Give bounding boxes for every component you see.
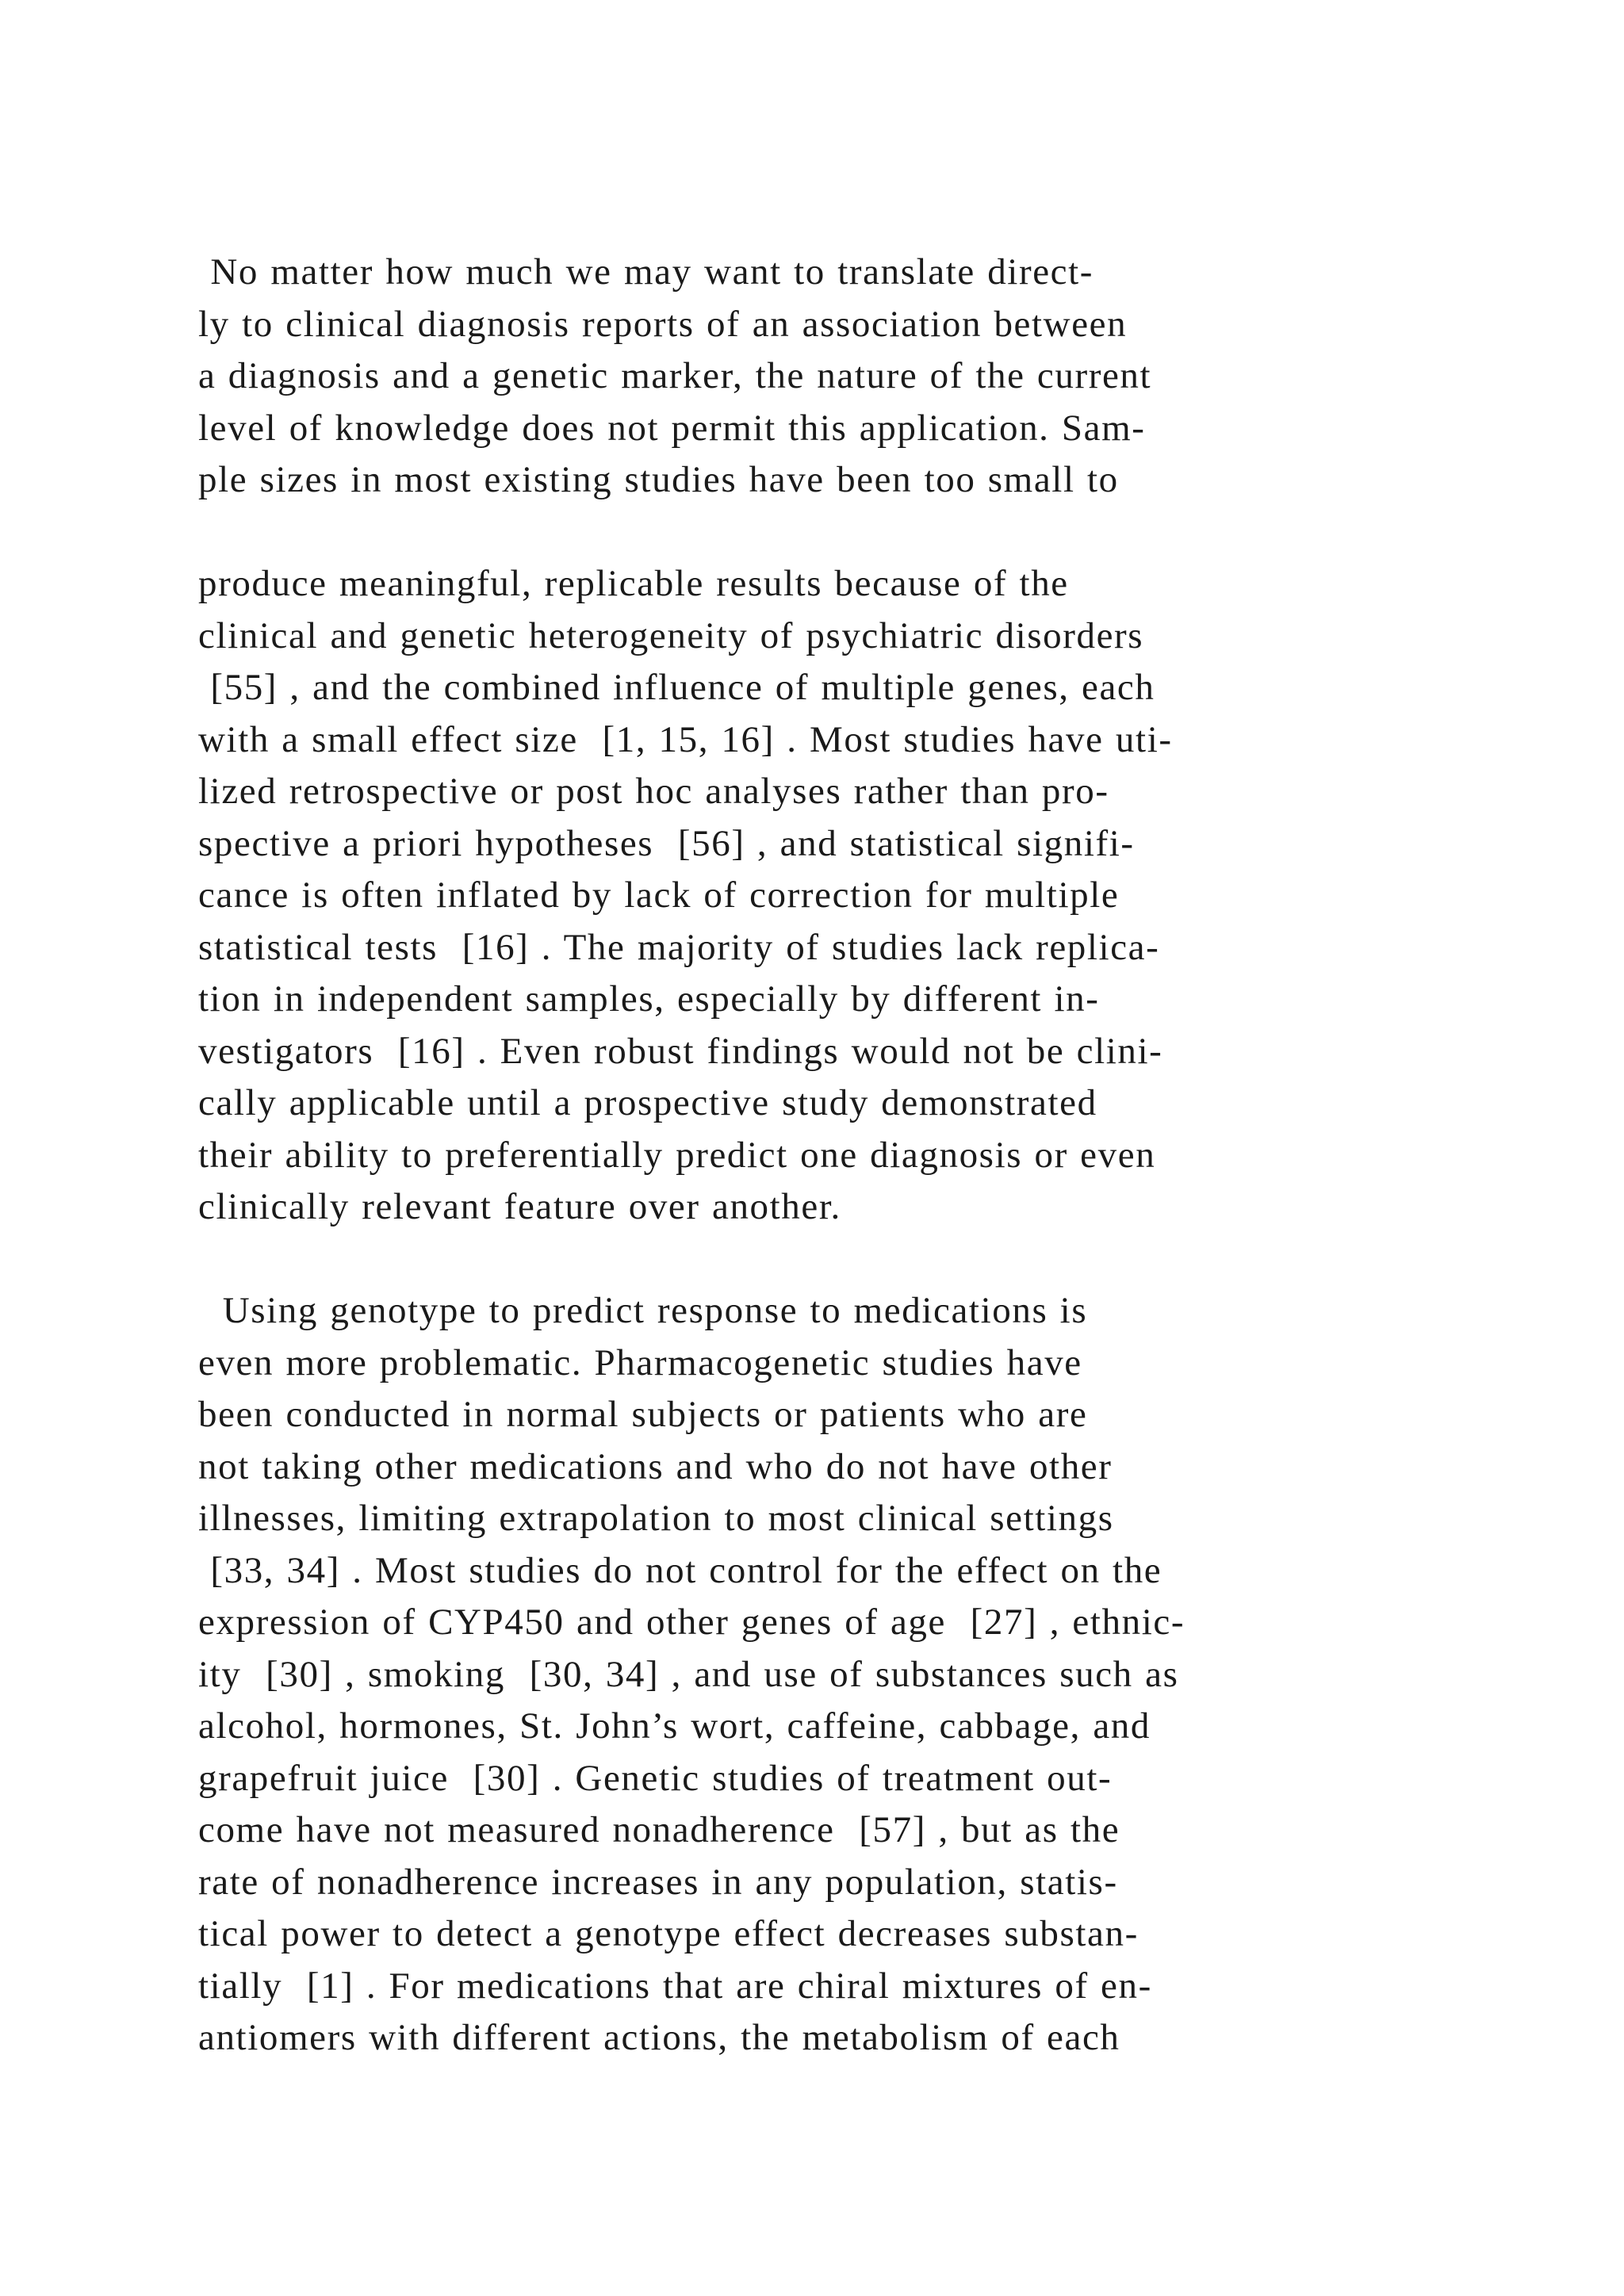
text-line: tical power to detect a genotype effect decreases substan- xyxy=(198,1913,1139,1954)
text-line: their ability to preferentially predict one diagnosis or even xyxy=(198,1134,1156,1176)
text-line: alcohol, hormones, St. John’s wort, caffeine, cabbage, and xyxy=(198,1705,1151,1747)
text-line: tion in independent samples, especially by different in- xyxy=(198,978,1100,1020)
text-line: rate of nonadherence increases in any population, statis- xyxy=(198,1861,1118,1903)
body-text xyxy=(198,247,1562,2064)
text-line: ly to clinical diagnosis reports of an association between xyxy=(198,303,1128,345)
text-line: ity [30] , smoking [30, 34] , and use of substances such as xyxy=(198,1653,1179,1695)
text-line: not taking other medications and who do not have other xyxy=(198,1445,1113,1487)
text-line: produce meaningful, replicable results because of the xyxy=(198,563,1069,604)
text-line: spective a priori hypotheses [56] , and statistical signifi- xyxy=(198,822,1135,864)
paragraph-2 xyxy=(198,558,1562,1234)
text-line: come have not measured nonadherence [57] , but as the xyxy=(198,1809,1120,1850)
text-line: expression of CYP450 and other genes of age [27] , ethnic- xyxy=(198,1601,1185,1643)
text-line: with a small effect size [1, 15, 16] . Most studies have uti- xyxy=(198,718,1173,760)
text-line: lized retrospective or post hoc analyses rather than pro- xyxy=(198,771,1109,812)
text-line: cance is often inflated by lack of correction for multiple xyxy=(198,874,1120,916)
text-line: vestigators [16] . Even robust findings would not be clini- xyxy=(198,1030,1163,1072)
text-line: clinically relevant feature over another. xyxy=(198,1186,841,1227)
text-line: antiomers with different actions, the metabolism of each xyxy=(198,2017,1120,2058)
text-line: Using genotype to predict response to medications is xyxy=(198,1290,1088,1331)
paragraph-gap xyxy=(198,1234,1562,1286)
paragraph-gap xyxy=(198,507,1562,559)
text-line: cally applicable until a prospective study demonstrated xyxy=(198,1082,1097,1123)
text-line: illnesses, limiting extrapolation to most clinical settings xyxy=(198,1498,1114,1539)
text-line: [33, 34] . Most studies do not control for the effect on the xyxy=(198,1549,1162,1591)
text-line: level of knowledge does not permit this application. Sam- xyxy=(198,407,1146,449)
text-line: grapefruit juice [30] . Genetic studies of treatment out- xyxy=(198,1757,1113,1799)
text-line: No matter how much we may want to translate direct- xyxy=(198,251,1094,293)
paragraph-3 xyxy=(198,1285,1562,2064)
text-line: tially [1] . For medications that are chiral mixtures of en- xyxy=(198,1965,1152,2007)
text-line: clinical and genetic heterogeneity of psychiatric disorders xyxy=(198,614,1144,656)
text-line: been conducted in normal subjects or patients who are xyxy=(198,1394,1088,1435)
text-line: ple sizes in most existing studies have been too small to xyxy=(198,459,1119,500)
text-line: statistical tests [16] . The majority of studies lack replica- xyxy=(198,926,1160,968)
paragraph-1 xyxy=(198,247,1562,507)
text-line: a diagnosis and a genetic marker, the nature of the current xyxy=(198,355,1152,396)
text-line: [55] , and the combined influence of multiple genes, each xyxy=(198,667,1155,708)
text-line: even more problematic. Pharmacogenetic studies have xyxy=(198,1341,1082,1383)
